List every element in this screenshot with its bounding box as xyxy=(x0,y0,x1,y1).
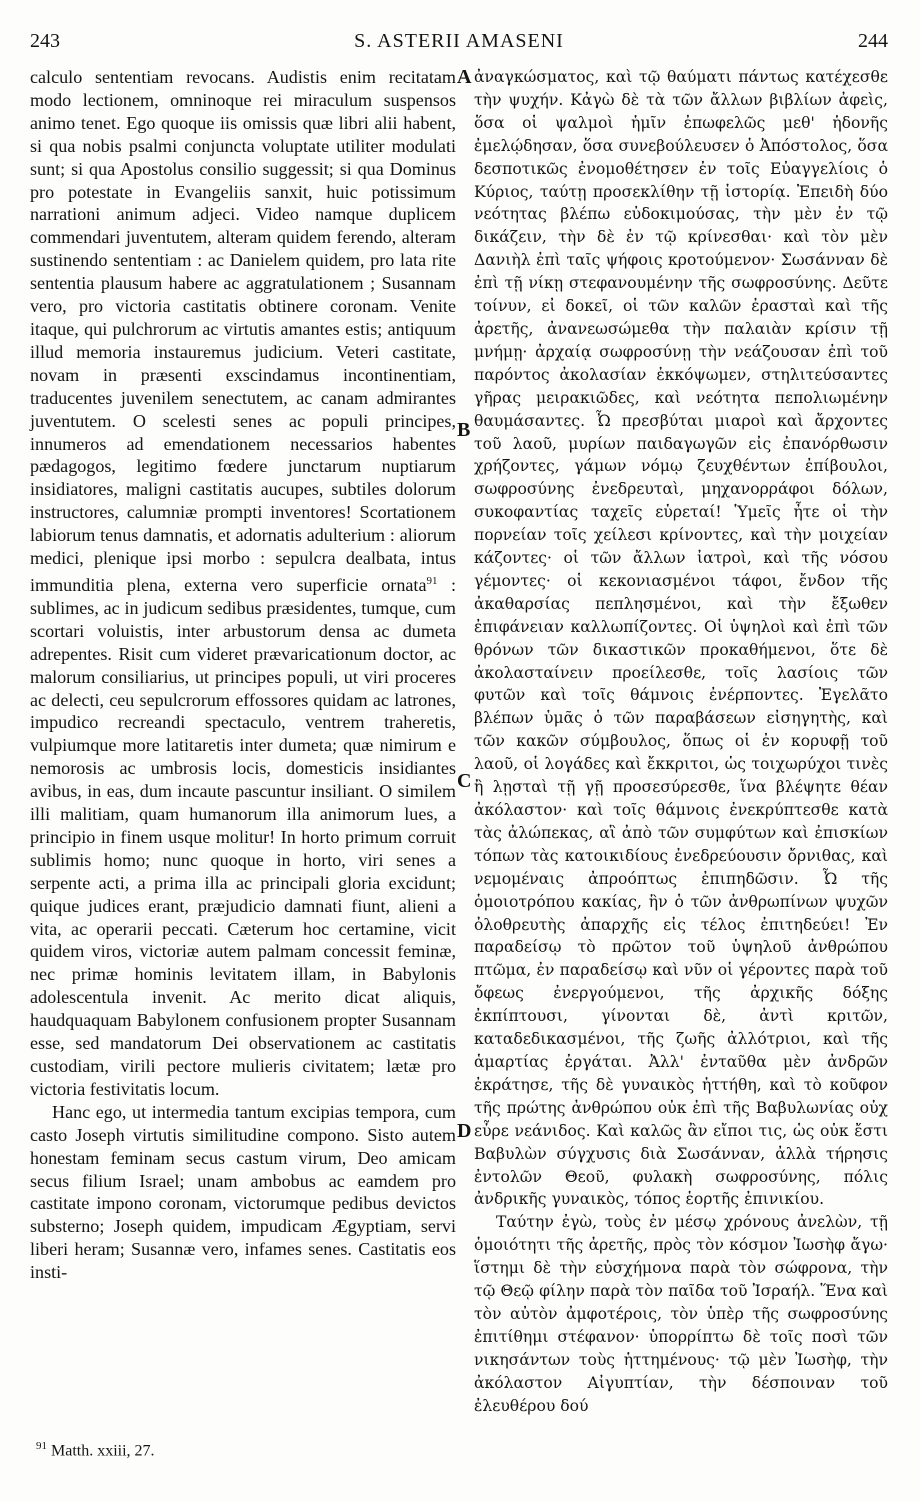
page-number-right: 244 xyxy=(857,30,888,52)
margin-marker-a: A xyxy=(457,66,472,88)
footnote-ref: 91 xyxy=(426,574,438,587)
running-head xyxy=(30,30,888,58)
footnote-text: Matth. xxiii, 27. xyxy=(47,1442,155,1460)
greek-paragraph-1: ἀναγκώσματος, καὶ τῷ θαύματι πάντως κατέχεσθε τὴν ψυχήν. Κἀγὼ δὲ τὰ τῶν ἄλλων βιβλίων ἀφεὶς, ὅσα οἱ ψαλμοὶ ἡμῖν ἐπωφελῶς μεθ' ἡδονῆς ἐμελῴδησαν, ὅσα συνεβούλευσεν ὁ Ἀπόστολος, ὅσα δεσποτικῶς ἐνομοθέτησεν ἐν τοῖς Εὐαγγελίοις ὁ Κύριος, ταύτῃ προσεκλίθην τῇ ἱστορίᾳ. Ἐπειδὴ δύο νεότητας βλέπω εὐδοκιμούσας, τὴν μὲν ἐν τῷ δικάζειν, τὴν δὲ ἐν τῷ κρίνεσθαι· καὶ τὸν μὲν Δανιὴλ ἐπὶ ταῖς ψήφοις κροτούμενον· Σωσάνναν δὲ ἐπὶ τῇ νίκῃ στεφανουμένην τῆς σωφροσύνης. Δεῦτε τοίνυν, εἰ δοκεῖ, οἱ τῶν καλῶν ἐρασταὶ καὶ τῆς ἀρετῆς, ἀνανεωσώμεθα τὴν παλαιὰν κρίσιν τῇ μνήμῃ· ἀρχαίᾳ σωφροσύνῃ τὴν νεάζουσαν ἐπὶ τοῦ παρόντος ἀκολασίαν ἐκκόψωμεν, στηλιτεύσαντες γῆρας μειρακιῶδες, καὶ νεότητα πεπολιωμένην θαυμάσαντες. Ὦ πρεσβύται μιαροὶ καὶ ἄρχοντες τοῦ λαοῦ, μυρίων παιδαγωγῶν εἰς ἐπανόρθωσιν χρήζοντες, γάμων νόμῳ ζευχθέντων ἐπίβουλοι, σωφροσύνης ἐνεδρευταὶ, μηχανορράφοι δόλων, συκοφαντίας ταχεῖς εὑρεταί! Ὑμεῖς ἦτε οἱ τὴν πορνείαν τοῖς χείλεσι κρίνοντες, καὶ τὴν μοιχείαν κάζοντες· οἱ τῶν ἄλλων ἰατροὶ, καὶ τῆς νόσου γέμοντες· οἱ κεκονιασμένοι τάφοι, ἔνδον τῆς ἀκαθαρσίας πεπλησμένοι, καὶ τὴν ἔξωθεν ἐπιφάνειαν καλλωπίζοντες. Οἱ ὑψηλοὶ καὶ ἐπὶ τῶν θρόνων τῶν δικαστικῶν προκαθήμενοι, ὅτε δὲ ἀκολασταίνειν προείλεσθε, τοῖς λασίοις τῶν φυτῶν καὶ τοῖς θάμνοις ἐνέρποντες. Ἐγελᾶτο βλέπων ὑμᾶς ὁ τῶν παραβάσεων εἰσηγητὴς, καὶ τῶν κακῶν σύμβουλος, ὅπως οἱ ἐν κορυφῇ τοῦ λαοῦ, οἱ λογάδες καὶ ἔκκριτοι, ὡς τοιχωρύχοι τινὲς ἢ λῃσταὶ τῇ γῇ προσεσύρεσθε, ἵνα βλέψητε θέαν ἀκόλαστον· καὶ τοῖς θάμνοις ἐνεκρύπτεσθε κατὰ τὰς ἀλώπεκας, αἳ ἀπὸ τῶν συμφύτων καὶ ἐπισκίων τόπων τὰς κατοικιδίους ἐνεδρεύουσιν ὄρνιθας, καὶ νεμομέναις ἀπροόπτως ἐπιπηδῶσιν. Ὦ τῆς ὁμοιοτρόπου κακίας, ἣν ὁ τῶν ἀνθρωπίνων ψυχῶν ὀλοθρευτὴς ἀπαρχῆς εἰς τέλος ἐπιτηδεύει! Ἐν παραδείσῳ τὸ πρῶτον τοῦ ὑψηλοῦ ἀνθρώπου πτῶμα, ἐν παραδείσῳ καὶ νῦν οἱ γέροντες παρὰ τοῦ ὄφεως ἐνεργούμενοι, τῆς ἀρχικῆς δόξης ἐκπίπτουσι, γίνονται δὲ, ἀντὶ κριτῶν, καταδεδικασμένοι, τῆς ζωῆς ἀλλότριοι, καὶ τῆς ἁμαρτίας ἐργάται. Ἀλλ' ἐνταῦθα μὲν ἀνδρῶν ἐκράτησε, τῆς δὲ γυναικὸς ἡττήθη, καὶ τὸ κοῦφον τῆς πρώτης ἀνθρώπου οὐκ ἐπὶ τῆς Βαβυλωνίας οὐχ εὗρε νεάνιδος. Καὶ καλῶς ἂν εἴποι τις, ὡς οὐκ ἔστι Βαβυλὼν σύγχυσις διὰ Σωσάνναν, ἀλλὰ τήρησις ἐντολῶν Θεοῦ, φυλακὴ σωφροσύνης, πόλις ἀνδρικῆς γυναικὸς, τόπος ἑορτῆς ἐπινικίου. xyxy=(474,68,888,1209)
greek-paragraph-2: Ταύτην ἐγὼ, τοὺς ἐν μέσῳ χρόνους ἀνελὼν, τῇ ὁμοιότητι τῆς ἀρετῆς, πρὸς τὸν κόσμον Ἰωσὴφ ἄγω· ἵστημι δὲ τὴν εὐσχήμονα παρὰ τὸν σώφρονα, τὴν τῷ Θεῷ φίλην παρὰ τὸν παῖδα τοῦ Ἰσραήλ. Ἕνα καὶ τὸν αὐτὸν ἀμφοτέροις, τὸν ὑπὲρ τῆς σωφροσύνης ἐπιτίθημι στέφανον· ὑπορρίπτω δὲ τοῖς ποσὶ τῶν νικησάντων τοὺς ἡττημένους· τῷ μὲν Ἰωσὴφ, τὴν ἀκόλαστον Αἰγυπτίαν, τὴν δέσποιναν τοῦ ἐλευθέρου δού xyxy=(474,1213,888,1415)
latin-column xyxy=(30,66,456,1284)
page-number-left: 243 xyxy=(30,30,60,52)
margin-marker-c: C xyxy=(457,770,472,792)
footnote xyxy=(36,1440,155,1460)
greek-column xyxy=(474,66,888,1417)
latin-paragraph-1 xyxy=(30,66,456,1101)
margin-marker-b: B xyxy=(457,419,471,441)
running-title: S. ASTERII AMASENI xyxy=(354,30,564,52)
footnote-number: 91 xyxy=(36,1440,47,1452)
margin-marker-d: D xyxy=(457,1120,472,1142)
latin-text-1b: : sublimes, ac in judicum sedibus præsidentes, tumque, cum scortari voluistis, inter arbustorum densa ac dumeta adrepentes. Risit cum videret prævaricationum doctor, ac malorum consiliarius, ut principes populi, ut viri proceres ac delecti, ceu sepulcrorum effossores quidam ac latrones, impudico recreandi spectaculo, ventrem traheretis, vulpiumque more latitaretis inter dumeta; quæ nimirum e nemorosis ac umbrosis locis, domesticis insidiantes avibus, in eas, dum incaute pascuntur insiliant. O similem illi malitiam, quam humanorum illa animorum lues, a principio in finem usque molitur! In horto primum corruit sublimis homo; nunc quoque in horto, viri senes a serpente acti, a prima illa ac principali gloria excidunt; quique judices erant, præjudicio damnati fiunt, alieni a vita, ac operarii peccati. Cæterum hoc certamine, vicit quidem viros, victoriæ autem palmam concessit feminæ, nec primæ hominis levitatem illam, in Babylonis adolescentula invenit. Ac merito dicat aliquis, haudquaquam Babylonem confusionem propter Susannam esse, sed mandatorum Dei observationem ac castitatis custodiam, virili pectore mulieris civitatem; lætæ pro victoria festivitatis locum. xyxy=(30,574,456,1099)
latin-text-1a: calculo sententiam revocans. Audistis enim recitatam modo lectionem, omninoque rei miraculum suspensos animo tenet. Ego quoque iis omissis quæ libri alii habent, si qua nobis psalmi conjuncta voluptate utiliter modulati sunt; si qua Apostolus consilio suggessit; si qua Dominus pro potestate in Evangeliis sanxit, huic potissimum narrationi animum adjeci. Video namque duplicem commendari juventutem, alteram quidem ferendo, alteram sustinendo sententiam : ac Danielem quidem, pro lata rite sententia plausum habere ac aggratulationem ; Susannam vero, pro victoria castitatis obtinere coronam. Venite itaque, qui pulchrorum ac virtutis amantes estis; antiquum illud memoria instauremus judicium. Veteri castitate, novam in præsenti exscindamus incontinentiam, traducentes juvenilem senectutem, ac canam admirantes juventutem. O scelesti senes ac populi principes, innumeros ad emendationem necessarios habentes pædagogos, legitimo fœdere junctarum nuptiarum insidiatores, maligni castitatis aucupes, subtiles dolorum instructores, calumniæ prompti inventores! Scortationem labiorum tenus damnatis, et adornatis adulterium : aliorum medici, plenique ipsi morbo : sepulcra dealbata, intus immunditia plena, externa vero superficie ornata xyxy=(30,67,456,595)
latin-paragraph-2: Hanc ego, ut intermedia tantum excipias tempora, cum casto Joseph virtutis similitudine compono. Sisto autem honestam feminam secus castum virum, Deo amicam secus filium Israel; unam ambobus ac eamdem pro castitate impono coronam, victorumque pedibus devictos substerno; Joseph quidem, impudicam Ægyptiam, servi liberi heram; Susannæ vero, infames senes. Castitatis eos insti- xyxy=(30,1101,456,1283)
